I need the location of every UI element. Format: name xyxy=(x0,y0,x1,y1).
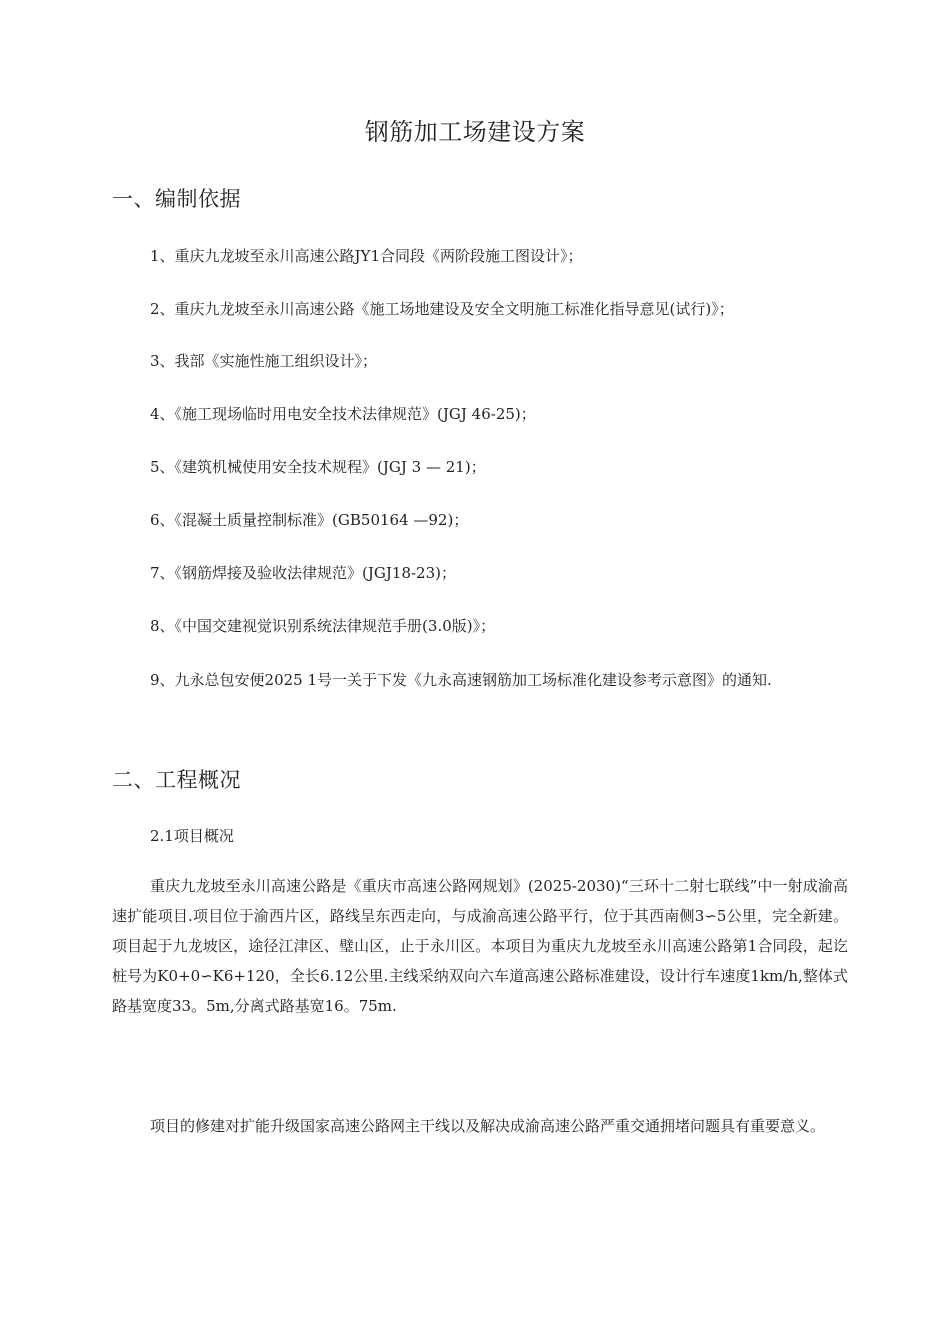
overview-paragraph-2: 项目的修建对扩能升级国家高速公路网主干线以及解决成渝高速公路严重交通拥堵问题具有重要意义。 xyxy=(150,1117,826,1135)
basis-item-3: 3、我部《实施性施工组织设计》； xyxy=(150,352,378,370)
section-heading-basis: 一、编制依据 xyxy=(112,187,241,211)
basis-item-7: 7、《钢筋焊接及验收法律规范》(JGJ18-23)； xyxy=(150,564,457,582)
basis-item-2: 2、重庆九龙坡至永川高速公路《施工场地建设及安全文明施工标准化指导意见(试行)》； xyxy=(150,300,734,318)
overview-paragraph-1: 重庆九龙坡至永川高速公路是《重庆市高速公路网规划》(2025-2030)“三环十二射七联线”中一射成渝高速扩能项目.项目位于渝西片区，路线呈东西走向，与成渝高速公路平行，位于其西南侧3∽5公里，完全新建。项目起于九龙坡区，途径江津区、璧山区，止于永川区。本项目为重庆九龙坡至永川高速公路第1合同段，起讫桩号为K0+0∽K6+120，全长6.12公里.主线采纳双向六车道高速公路标准建设，设计行车速度1km/h,整体式路基宽度33。5m,分离式路基宽16。75m. xyxy=(112,877,848,1015)
section-heading-overview: 二、工程概况 xyxy=(112,768,241,792)
basis-item-5: 5、《建筑机械使用安全技术规程》(JGJ 3 — 21)； xyxy=(150,458,486,476)
basis-item-1: 1、重庆九龙坡至永川高速公路JY1合同段《两阶段施工图设计》； xyxy=(150,247,583,265)
basis-item-8: 8、《中国交建视觉识别系统法律规范手册(3.0版)》； xyxy=(150,617,496,635)
subsection-heading-project-overview: 2.1项目概况 xyxy=(150,827,234,845)
document-title: 钢筋加工场建设方案 xyxy=(364,118,586,146)
basis-item-9: 9、九永总包安便2025 1号一关于下发《九永高速钢筋加工场标准化建设参考示意图》的通知. xyxy=(150,671,772,689)
basis-item-4: 4、《施工现场临时用电安全技术法律规范》(JGJ 46-25)； xyxy=(150,405,536,423)
basis-item-6: 6、《混凝土质量控制标准》(GB50164 —92)； xyxy=(150,511,469,529)
